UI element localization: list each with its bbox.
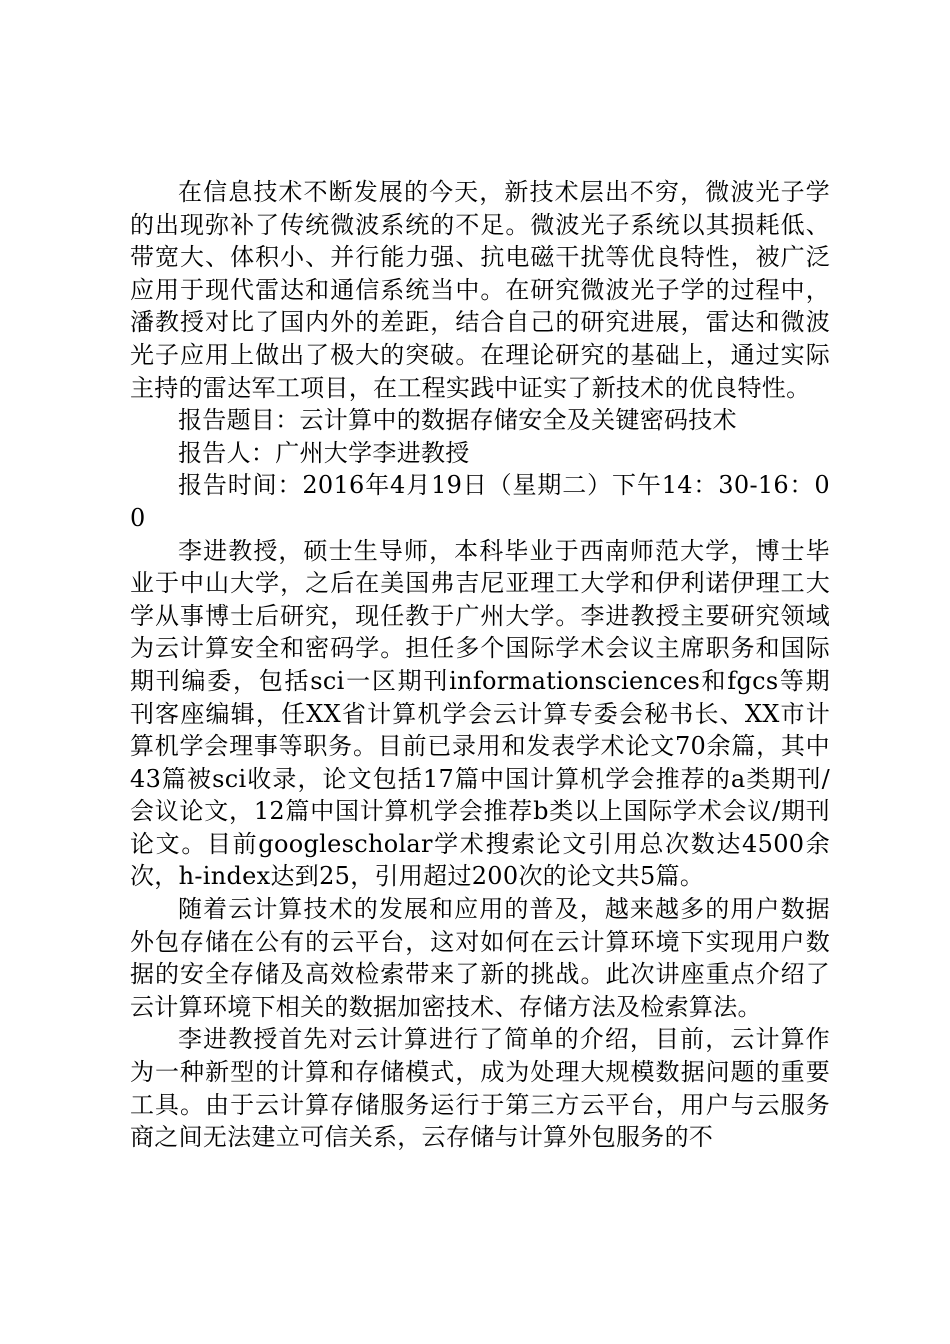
paragraph-microwave-photonics: 在信息技术不断发展的今天，新技术层出不穷，微波光子学的出现弥补了传统微波系统的不足。微波光子系统以其损耗低、带宽大、体积小、并行能力强、抗电磁干扰等优良特性，被广泛应用于现代雷达和通信系统当中。在研究微波光子学的过程中，潘教授对比了国内外的差距，结合自己的研究进展，雷达和微波光子应用上做出了极大的突破。在理论研究的基础上，通过实际主持的雷达军工项目，在工程实践中证实了新技术的优良特性。 [130, 178, 830, 402]
report-time: 报告时间：2016年4月19日（星期二）下午14：30-16：00 [130, 471, 830, 532]
report-speaker: 报告人：广州大学李进教授 [178, 438, 470, 467]
report-title: 报告题目：云计算中的数据存储安全及关键密码技术 [178, 406, 737, 435]
document-body [130, 176, 830, 1154]
paragraph-speaker-bio: 李进教授，硕士生导师，本科毕业于西南师范大学，博士毕业于中山大学，之后在美国弗吉尼亚理工大学和伊利诺伊理工大学从事博士后研究，现任教于广州大学。李进教授主要研究领域为云计算安全和密码学。担任多个国际学术会议主席职务和国际期刊编委，包括sci一区期刊informationsciences和fgcs等期刊客座编辑，任XX省计算机学会云计算专委会秘书长、XX市计算机学会理事等职务。目前已录用和发表学术论文70余篇，其中43篇被sci收录，论文包括17篇中国计算机学会推荐的a类期刊/会议论文，12篇中国计算机学会推荐b类以上国际学术会议/期刊论文。目前googlescholar学术搜索论文引用总次数达4500余次，h-index达到25，引用超过200次的论文共5篇。 [130, 536, 830, 891]
paragraph-cloud-background: 随着云计算技术的发展和应用的普及，越来越多的用户数据外包存储在公有的云平台，这对如何在云计算环境下实现用户数据的安全存储及高效检索带来了新的挑战。此次讲座重点介绍了云计算环境下相关的数据加密技术、存储方法及检索算法。 [130, 895, 830, 1021]
paragraph-cloud-intro: 李进教授首先对云计算进行了简单的介绍，目前，云计算作为一种新型的计算和存储模式，成为处理大规模数据问题的重要工具。由于云计算存储服务运行于第三方云平台，用户与云服务商之间无法建立可信关系，云存储与计算外包服务的不 [130, 1025, 830, 1152]
